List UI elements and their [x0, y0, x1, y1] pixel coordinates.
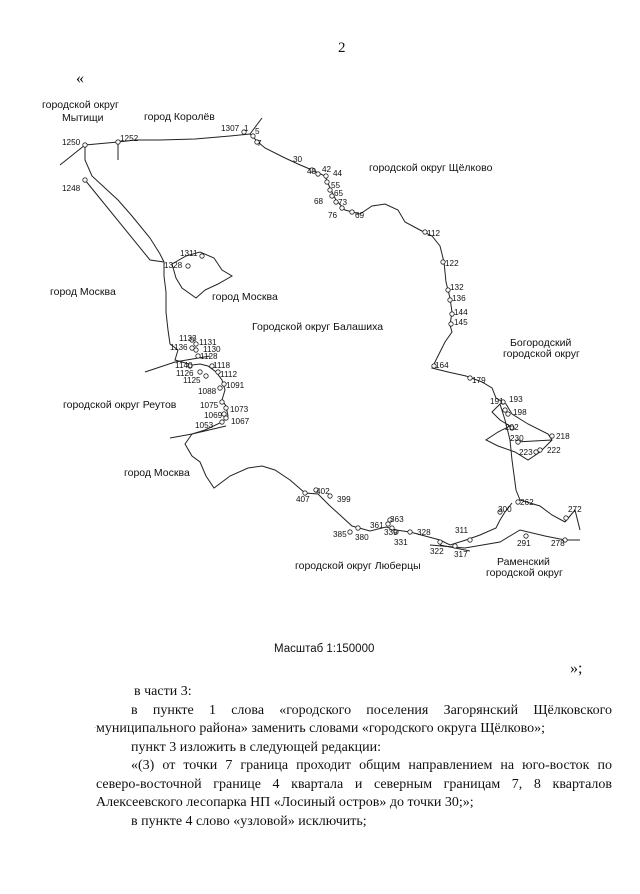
point-label: 1126: [176, 369, 194, 378]
point-label: 380: [355, 533, 369, 542]
point-label: 132: [450, 283, 464, 292]
amendment-text: [96, 683, 612, 831]
point-label: 198: [513, 408, 527, 417]
region-moscow-left: город Москва: [50, 286, 116, 298]
south-boundary: [85, 145, 565, 545]
point-label: 402: [316, 487, 330, 496]
point-label: 1248: [62, 184, 81, 193]
point-label: 1075: [200, 401, 219, 410]
point-label: 191: [490, 397, 504, 406]
point-label: 317: [454, 550, 468, 559]
point-label: 1053: [195, 421, 214, 430]
region-moscow-bottom: город Москва: [124, 467, 190, 479]
region-moscow-inner: город Москва: [212, 291, 278, 303]
point-label: 112: [427, 229, 441, 238]
point-label: 1: [244, 124, 249, 133]
point-label: 328: [417, 528, 431, 537]
point-label: 331: [394, 538, 408, 547]
point-label: 1133: [179, 334, 197, 343]
point-label: 68: [314, 197, 324, 206]
point-label: 1252: [120, 134, 139, 143]
point-label: 42: [322, 165, 332, 174]
region-reutov: городской округ Реутов: [63, 399, 177, 411]
point-label: 1140: [175, 361, 193, 370]
point-label: 164: [435, 361, 449, 370]
closing-quote: »;: [570, 660, 583, 677]
point-label: 399: [337, 495, 351, 504]
point-label: 1307: [221, 124, 240, 133]
point-label: 322: [430, 547, 444, 556]
point-label: 122: [445, 259, 459, 268]
point-label: 1328: [164, 261, 183, 270]
point-label: 30: [293, 155, 303, 164]
region-mytishchi-line2: Мытищи: [62, 112, 104, 124]
region-bogorodsky-line1: Богородский: [510, 337, 572, 349]
point-label: 222: [547, 446, 561, 455]
paragraph: «(3) от точки 7 граница проходит общим направлением на юго-восток по северо-восточной границе 4 квартала и северным границам 7, 8 кварталов Алексеевского лесопарка НП «Лосиный остров» до точки 30;»;: [96, 758, 612, 810]
point-label: 291: [517, 539, 531, 548]
point-label: 1250: [62, 138, 81, 147]
point-label: 5: [255, 127, 260, 136]
paragraph: пункт 3 изложить в следующей редакции:: [131, 739, 381, 755]
point-label: 407: [296, 495, 310, 504]
map-scale: Масштаб 1:150000: [274, 643, 375, 655]
balashikha-boundary: [85, 134, 552, 460]
point-label: 1128: [200, 352, 218, 361]
region-korolev: город Королёв: [144, 111, 215, 123]
point-label: 1130: [203, 345, 221, 354]
paragraph: в пункте 4 слово «узловой» исключить;: [131, 813, 367, 829]
point-label: 262: [520, 498, 534, 507]
point-label: 144: [454, 308, 468, 317]
point-label: 1067: [231, 417, 250, 426]
point-label: 1069: [204, 411, 223, 420]
point-label: 311: [455, 526, 469, 535]
point-label: 278: [551, 539, 565, 548]
point-label: 1118: [213, 361, 230, 370]
region-ramensky-line2: городской округ: [486, 567, 563, 579]
point-label: 76: [328, 211, 338, 220]
point-label: 1136: [170, 343, 188, 352]
point-label: 193: [509, 395, 523, 404]
point-label: 1311: [180, 249, 198, 258]
page-number: 2: [338, 40, 346, 56]
point-label: 1088: [198, 387, 217, 396]
point-labels: [62, 124, 582, 559]
region-bogorodsky-line2: городской округ: [503, 348, 580, 360]
point-label: 55: [331, 181, 341, 190]
point-label: 363: [390, 515, 404, 524]
point-label: 73: [338, 198, 348, 207]
point-label: 40: [307, 167, 317, 176]
point-label: 7: [257, 139, 262, 148]
point-label: 65: [334, 189, 344, 198]
boundary-nodes: [83, 130, 568, 548]
point-label: 1073: [230, 405, 249, 414]
paragraph: в пункте 1 слова «городского поселения Загорянский Щёлковского муниципального района» заменить словами «городского округа Щёлково»;: [96, 702, 612, 736]
point-label: 1125: [183, 376, 201, 385]
point-label: 339: [384, 528, 398, 537]
point-label: 385: [333, 530, 347, 539]
point-label: 1091: [226, 381, 245, 390]
region-mytishchi-line1: городской округ: [42, 99, 119, 111]
point-label: 218: [556, 432, 570, 441]
region-ramensky-line1: Раменский: [497, 556, 550, 568]
opening-quote: «: [76, 70, 84, 87]
point-label: 44: [333, 169, 343, 178]
point-label: 1131: [199, 338, 217, 347]
point-label: 202: [505, 423, 519, 432]
point-label: 230: [510, 434, 524, 443]
point-label: 223: [519, 448, 533, 457]
point-label: 69: [355, 211, 365, 220]
point-label: 1112: [220, 370, 237, 379]
paragraph: в части 3:: [134, 684, 192, 699]
point-label: 145: [454, 318, 468, 327]
point-label: 300: [498, 505, 512, 514]
region-lyubertsy: городской округ Люберцы: [295, 560, 421, 572]
point-label: 136: [452, 294, 466, 303]
point-label: 272: [568, 505, 582, 514]
margin-dot: ·: [94, 725, 96, 731]
point-label: 361: [370, 521, 384, 530]
region-balashikha: Городской округ Балашиха: [252, 321, 384, 333]
region-shchelkovo: городской округ Щёлково: [369, 162, 493, 174]
point-label: 179: [472, 376, 486, 385]
